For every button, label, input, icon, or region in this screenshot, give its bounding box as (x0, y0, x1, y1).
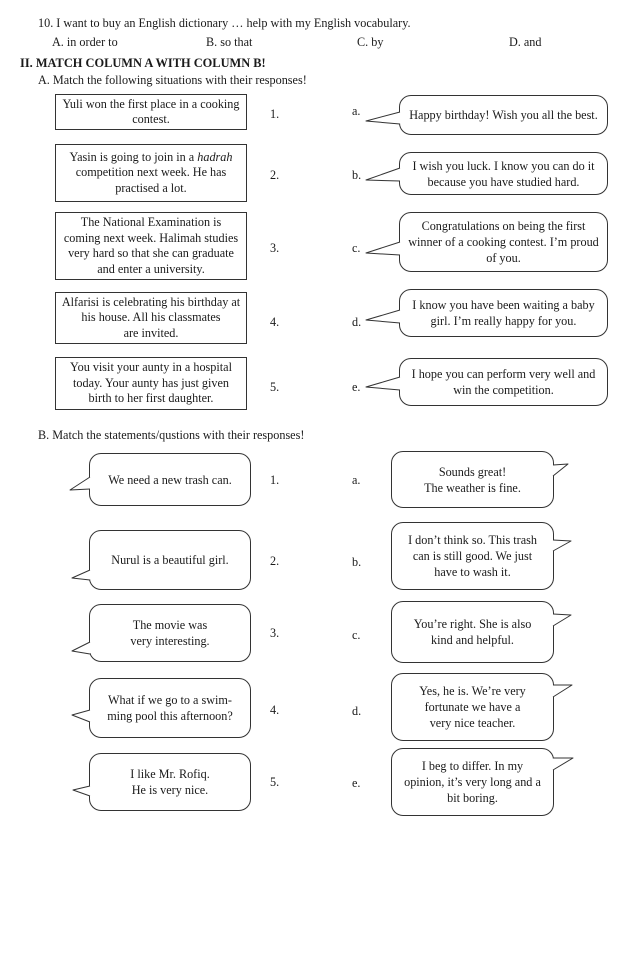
response-bubble-e: I hope you can perform very well and win the competition. (399, 358, 608, 406)
letter-label: a. (352, 473, 361, 487)
situation-box-5: You visit your aunty in a hospital today. Your aunty has just given birth to her first daughter. (55, 357, 247, 410)
statement-bubble-1: We need a new trash can. (89, 453, 251, 506)
bubble-tail (72, 710, 90, 722)
letter-label: b. (352, 555, 362, 569)
part-a-heading: A. Match the following situations with their responses! (38, 73, 307, 87)
bubble-tail (553, 614, 571, 626)
bubble-tail (553, 685, 572, 697)
situation-box-3: The National Examination is coming next week. Halimah studies very hard so that she can graduate and enter a university. (55, 212, 247, 280)
bubble-tail (70, 477, 90, 490)
option-d[interactable]: D. and (509, 35, 542, 49)
bubble-tail (366, 242, 400, 255)
bubble-tail (366, 377, 400, 390)
bubble-tail (72, 642, 90, 654)
statement-bubble-3: The movie was very interesting. (89, 604, 251, 662)
response-bubble-b-c: You’re right. She is also kind and helpful. (391, 601, 554, 663)
number-label: 5. (270, 380, 280, 394)
letter-label: a. (352, 104, 361, 118)
statement-bubble-4: What if we go to a swim- ming pool this afternoon? (89, 678, 251, 738)
situation-box-2: Yasin is going to join in a hadrah competition next week. He has practised a lot. (55, 144, 247, 202)
letter-label: c. (352, 628, 361, 642)
bubble-tail (553, 464, 568, 476)
response-bubble-c: Congratulations on being the first winner of a cooking contest. I’m proud of you. (399, 212, 608, 272)
statement-bubble-2: Nurul is a beautiful girl. (89, 530, 251, 590)
statement-bubble-5: I like Mr. Rofiq. He is very nice. (89, 753, 251, 811)
letter-label: e. (352, 380, 361, 394)
situation-box-1: Yuli won the first place in a cooking contest. (55, 94, 247, 130)
situation-box-4: Alfarisi is celebrating his birthday at his house. All his classmates are invited. (55, 292, 247, 344)
part-b-heading: B. Match the statements/qustions with their responses! (38, 428, 305, 442)
number-label: 4. (270, 315, 280, 329)
bubble-tail (553, 758, 573, 770)
number-label: 2. (270, 168, 280, 182)
number-label: 2. (270, 554, 280, 568)
bubble-tail (73, 786, 90, 796)
letter-label: d. (352, 704, 362, 718)
bubble-tail (366, 168, 400, 181)
number-label: 3. (270, 626, 280, 640)
bubble-tail (366, 310, 400, 323)
letter-label: d. (352, 315, 362, 329)
response-bubble-d: I know you have been waiting a baby girl. I’m really happy for you. (399, 289, 608, 337)
letter-label: e. (352, 776, 361, 790)
letter-label: c. (352, 241, 361, 255)
option-c[interactable]: C. by (357, 35, 384, 49)
bubble-tail (72, 570, 90, 580)
response-bubble-b-e: I beg to differ. In my opinion, it’s very long and a bit boring. (391, 748, 554, 816)
number-label: 5. (270, 775, 280, 789)
letter-label: b. (352, 168, 362, 182)
response-bubble-a: Happy birthday! Wish you all the best. (399, 95, 608, 135)
bubble-tail (553, 540, 571, 551)
option-a[interactable]: A. in order to (52, 35, 118, 49)
response-bubble-b: I wish you luck. I know you can do it because you have studied hard. (399, 152, 608, 195)
response-bubble-b-a: Sounds great! The weather is fine. (391, 451, 554, 508)
number-label: 3. (270, 241, 280, 255)
response-bubble-b-b: I don’t think so. This trash can is still good. We just have to wash it. (391, 522, 554, 590)
response-bubble-b-d: Yes, he is. We’re very fortunate we have a very nice teacher. (391, 673, 554, 741)
option-b[interactable]: B. so that (206, 35, 253, 49)
number-label: 4. (270, 703, 280, 717)
number-label: 1. (270, 473, 280, 487)
bubble-tail (366, 112, 400, 124)
number-label: 1. (270, 107, 280, 121)
question-10-stem: 10. I want to buy an English dictionary … help with my English vocabulary. (38, 16, 411, 30)
section-title: II. MATCH COLUMN A WITH COLUMN B! (20, 56, 266, 70)
